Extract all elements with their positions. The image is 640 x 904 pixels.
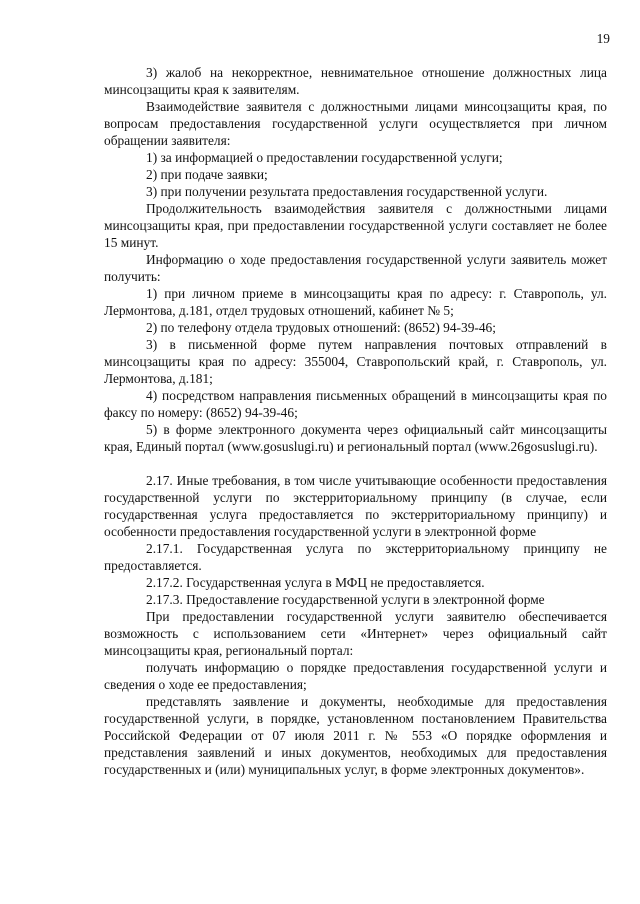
paragraph: 3) в письменной форме путем направления почтовых отправлений в минсоцзащиты края по адресу: 355004, Ставропольский край, г. Ставрополь, ул. Лермонтова, д.181;: [104, 337, 607, 386]
paragraph: 5) в форме электронного документа через официальный сайт минсоцзащиты края, Единый портал (www.gosuslugi.ru) и региональный портал (www.26gosuslugi.ru).: [104, 422, 607, 454]
paragraph: 2.17.1. Государственная услуга по экстерриториальному принципу не предоставляется.: [104, 541, 607, 573]
paragraph: Взаимодействие заявителя с должностными лицами минсоцзащиты края, по вопросам предоставления государственной услуги осуществляется при личном обращении заявителя:: [104, 99, 607, 148]
paragraph: 2.17. Иные требования, в том числе учитывающие особенности предоставления государственной услуги по экстерриториальному принципу (в случае, если государственная услуга предоставляется по экстерриториальному принципу) и особенности предоставления государственной услуги в электронной форме: [104, 473, 607, 539]
paragraph: При предоставлении государственной услуги заявителю обеспечивается возможность с использованием сети «Интернет» через официальный сайт минсоцзащиты края, региональный портал:: [104, 609, 607, 658]
paragraph: представлять заявление и документы, необходимые для предоставления государственной услуги, в порядке, установленном постановлением Правительства Российской Федерации от 07 июля 2011 г. № 553 «О порядке оформления и представления заявлений и иных документов, необходимых для предоставления государственных и (или) муниципальных услуг, в форме электронных документов».: [104, 694, 607, 777]
paragraph-spacer: [104, 455, 607, 472]
paragraph: 3) жалоб на некорректное, невнимательное отношение должностных лица минсоцзащиты края к заявителям.: [104, 65, 607, 97]
paragraph: 4) посредством направления письменных обращений в минсоцзащиты края по факсу по номеру: (8652) 94-39-46;: [104, 388, 607, 420]
paragraph: 2.17.2. Государственная услуга в МФЦ не предоставляется.: [146, 575, 485, 590]
paragraph: получать информацию о порядке предоставления государственной услуги и сведения о ходе ее предоставления;: [104, 660, 607, 692]
paragraph: 2.17.3. Предоставление государственной услуги в электронной форме: [146, 592, 545, 607]
page-number: 19: [596, 31, 610, 46]
paragraph: Продолжительность взаимодействия заявителя с должностными лицами минсоцзащиты края, при предоставлении государственной услуги составляет не более 15 минут.: [104, 201, 607, 250]
paragraph: 2) при подаче заявки;: [146, 167, 268, 182]
paragraph: 3) при получении результата предоставления государственной услуги.: [146, 184, 548, 199]
document-body: [104, 64, 607, 778]
paragraph: 1) за информацией о предоставлении государственной услуги;: [146, 150, 503, 165]
paragraph: 2) по телефону отдела трудовых отношений: (8652) 94-39-46;: [146, 320, 496, 335]
paragraph: Информацию о ходе предоставления государственной услуги заявитель может получить:: [104, 252, 607, 284]
paragraph: 1) при личном приеме в минсоцзащиты края по адресу: г. Ставрополь, ул. Лермонтова, д.181, отдел трудовых отношений, кабинет № 5;: [104, 286, 607, 318]
